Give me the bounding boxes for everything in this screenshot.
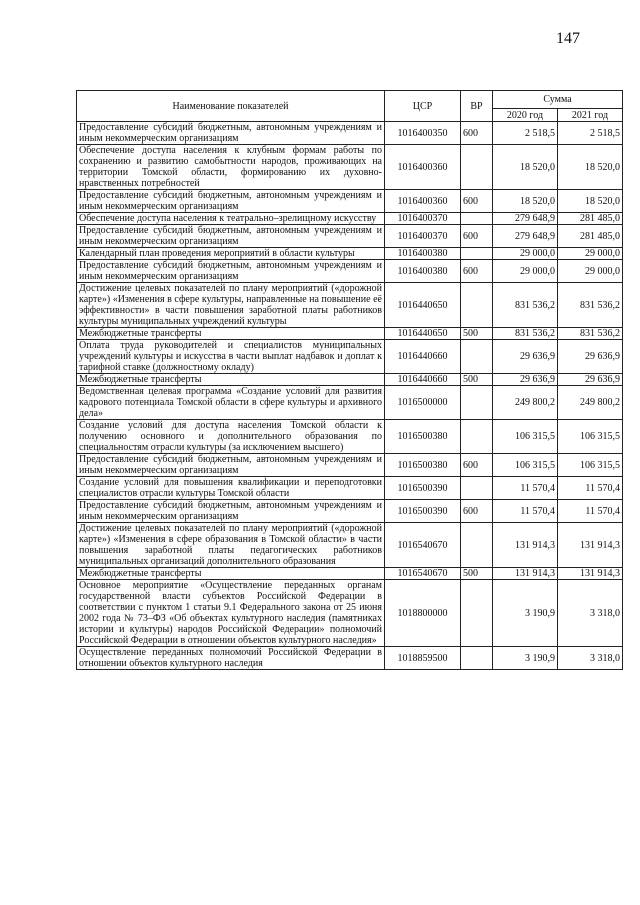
cell-2020: 279 648,9 (493, 225, 558, 248)
cell-name: Предоставление субсидий бюджетным, автономным учреждениям и иным некоммерческим организациям (77, 454, 385, 477)
cell-csr: 1016540670 (385, 568, 461, 580)
table-row (77, 328, 623, 340)
cell-csr: 1016400370 (385, 213, 461, 225)
cell-2021: 106 315,5 (558, 454, 623, 477)
table-row (77, 420, 623, 454)
cell-2021: 3 318,0 (558, 647, 623, 670)
cell-2020: 106 315,5 (493, 454, 558, 477)
cell-csr: 1016400380 (385, 260, 461, 283)
cell-name: Ведомственная целевая программа «Создание условий для развития кадрового потенциала Томской области в сфере культуры и архивного дела» (77, 386, 385, 420)
cell-csr: 1016500390 (385, 500, 461, 523)
cell-2021: 131 914,3 (558, 523, 623, 568)
cell-2020: 29 000,0 (493, 260, 558, 283)
cell-vr: 600 (461, 454, 493, 477)
cell-vr (461, 523, 493, 568)
cell-vr: 500 (461, 568, 493, 580)
cell-2020: 29 000,0 (493, 248, 558, 260)
cell-vr: 600 (461, 190, 493, 213)
cell-2020: 831 536,2 (493, 283, 558, 328)
cell-2021: 29 636,9 (558, 374, 623, 386)
cell-vr (461, 647, 493, 670)
cell-2021: 281 485,0 (558, 225, 623, 248)
cell-2020: 249 800,2 (493, 386, 558, 420)
cell-2021: 29 000,0 (558, 260, 623, 283)
table-row (77, 248, 623, 260)
cell-name: Создание условий для доступа населения Томской области к получению основного и дополнительного образования по специальностям отрасли культуры (за исключением высшего) (77, 420, 385, 454)
table-row (77, 454, 623, 477)
cell-name: Межбюджетные трансферты (77, 374, 385, 386)
cell-name: Основное мероприятие «Осуществление переданных органам государственной власти субъектов Российской Федерации в соответствии с пунктом 1 статьи 9.1 Федерального закона от 25 июня 2002 года № 73–ФЗ «Об объектах культурного наследия (памятниках истории и культуры) народов Российской Федерации» полномочий Российской Федерации в отношении объектов культурного наследия» (77, 580, 385, 647)
column-header-csr: ЦСР (385, 91, 461, 122)
table-row (77, 580, 623, 647)
cell-name: Предоставление субсидий бюджетным, автономным учреждениям и иным некоммерческим организациям (77, 500, 385, 523)
budget-table (76, 90, 623, 670)
cell-2020: 3 190,9 (493, 647, 558, 670)
table-body (77, 122, 623, 670)
table-row (77, 386, 623, 420)
column-header-sum: Сумма (493, 91, 623, 109)
cell-vr: 600 (461, 260, 493, 283)
cell-vr (461, 248, 493, 260)
cell-vr: 600 (461, 500, 493, 523)
cell-2020: 131 914,3 (493, 568, 558, 580)
cell-name: Предоставление субсидий бюджетным, автономным учреждениям и иным некоммерческим организациям (77, 190, 385, 213)
cell-2021: 831 536,2 (558, 328, 623, 340)
cell-vr (461, 213, 493, 225)
table-row (77, 283, 623, 328)
table-row (77, 340, 623, 374)
cell-csr: 1016400350 (385, 122, 461, 145)
cell-vr (461, 283, 493, 328)
cell-2020: 279 648,9 (493, 213, 558, 225)
cell-2021: 11 570,4 (558, 477, 623, 500)
cell-vr (461, 386, 493, 420)
cell-csr: 1016400360 (385, 145, 461, 190)
cell-vr (461, 420, 493, 454)
cell-name: Достижение целевых показателей по плану мероприятий («дорожной карте») «Изменения в сфере образования в Томской области» в части повышения заработной платы педагогических работников муниципальных организаций дополнительного образования (77, 523, 385, 568)
cell-2020: 3 190,9 (493, 580, 558, 647)
cell-name: Обеспечение доступа населения к театрально–зрелищному искусству (77, 213, 385, 225)
table-row (77, 568, 623, 580)
cell-2021: 2 518,5 (558, 122, 623, 145)
cell-name: Обеспечение доступа населения к клубным формам работы по сохранению и развитию самобытности народов, проживающих на территории Томской области, формированию их духовно-нравственных потребностей (77, 145, 385, 190)
cell-2021: 106 315,5 (558, 420, 623, 454)
table-row (77, 477, 623, 500)
cell-csr: 1016400370 (385, 225, 461, 248)
cell-csr: 1016500390 (385, 477, 461, 500)
column-header-2021: 2021 год (558, 109, 623, 122)
cell-vr (461, 477, 493, 500)
cell-csr: 1016500380 (385, 420, 461, 454)
cell-name: Осуществление переданных полномочий Российской Федерации в отношении объектов культурного наследия (77, 647, 385, 670)
column-header-vr: ВР (461, 91, 493, 122)
table-row (77, 647, 623, 670)
cell-2020: 11 570,4 (493, 477, 558, 500)
cell-2021: 29 000,0 (558, 248, 623, 260)
cell-2021: 249 800,2 (558, 386, 623, 420)
cell-csr: 1016440660 (385, 340, 461, 374)
cell-2021: 831 536,2 (558, 283, 623, 328)
cell-2020: 18 520,0 (493, 145, 558, 190)
cell-name: Календарный план проведения мероприятий в области культуры (77, 248, 385, 260)
cell-csr: 1016400360 (385, 190, 461, 213)
cell-csr: 1016440650 (385, 328, 461, 340)
cell-csr: 1016440660 (385, 374, 461, 386)
cell-2020: 29 636,9 (493, 340, 558, 374)
cell-2020: 831 536,2 (493, 328, 558, 340)
cell-csr: 1016500000 (385, 386, 461, 420)
cell-2021: 3 318,0 (558, 580, 623, 647)
page-number: 147 (556, 30, 580, 47)
table-row (77, 523, 623, 568)
cell-vr (461, 145, 493, 190)
cell-2020: 11 570,4 (493, 500, 558, 523)
cell-vr: 500 (461, 374, 493, 386)
cell-csr: 1016440650 (385, 283, 461, 328)
cell-vr: 500 (461, 328, 493, 340)
column-header-2020: 2020 год (493, 109, 558, 122)
cell-2021: 11 570,4 (558, 500, 623, 523)
cell-2021: 18 520,0 (558, 190, 623, 213)
table-row (77, 374, 623, 386)
cell-vr: 600 (461, 122, 493, 145)
cell-name: Предоставление субсидий бюджетным, автономным учреждениям и иным некоммерческим организациям (77, 225, 385, 248)
cell-2020: 18 520,0 (493, 190, 558, 213)
cell-name: Межбюджетные трансферты (77, 568, 385, 580)
cell-2020: 2 518,5 (493, 122, 558, 145)
table-row (77, 213, 623, 225)
cell-name: Предоставление субсидий бюджетным, автономным учреждениям и иным некоммерческим организациям (77, 122, 385, 145)
cell-vr (461, 580, 493, 647)
cell-csr: 1016500380 (385, 454, 461, 477)
cell-name: Межбюджетные трансферты (77, 328, 385, 340)
cell-2021: 281 485,0 (558, 213, 623, 225)
column-header-name: Наименование показателей (77, 91, 385, 122)
table-row (77, 260, 623, 283)
cell-2021: 131 914,3 (558, 568, 623, 580)
cell-vr (461, 340, 493, 374)
table-row (77, 500, 623, 523)
table-row (77, 145, 623, 190)
cell-2021: 18 520,0 (558, 145, 623, 190)
cell-name: Достижение целевых показателей по плану мероприятий («дорожной карте») «Изменения в сфере культуры, направленные на повышение её эффективности» в части повышения заработной платы работников культуры муниципальных учреждений культуры (77, 283, 385, 328)
cell-2021: 29 636,9 (558, 340, 623, 374)
cell-name: Создание условий для повышения квалификации и переподготовки специалистов отрасли культуры Томской области (77, 477, 385, 500)
cell-csr: 1018859500 (385, 647, 461, 670)
cell-csr: 1016540670 (385, 523, 461, 568)
cell-2020: 131 914,3 (493, 523, 558, 568)
table-row (77, 190, 623, 213)
cell-name: Предоставление субсидий бюджетным, автономным учреждениям и иным некоммерческим организациям (77, 260, 385, 283)
cell-2020: 29 636,9 (493, 374, 558, 386)
table-row (77, 122, 623, 145)
cell-csr: 1016400380 (385, 248, 461, 260)
cell-csr: 1018800000 (385, 580, 461, 647)
cell-vr: 600 (461, 225, 493, 248)
cell-name: Оплата труда руководителей и специалистов муниципальных учреждений культуры и искусства в части выплат надбавок и доплат к тарифной ставке (должностному окладу) (77, 340, 385, 374)
cell-2020: 106 315,5 (493, 420, 558, 454)
table-row (77, 225, 623, 248)
